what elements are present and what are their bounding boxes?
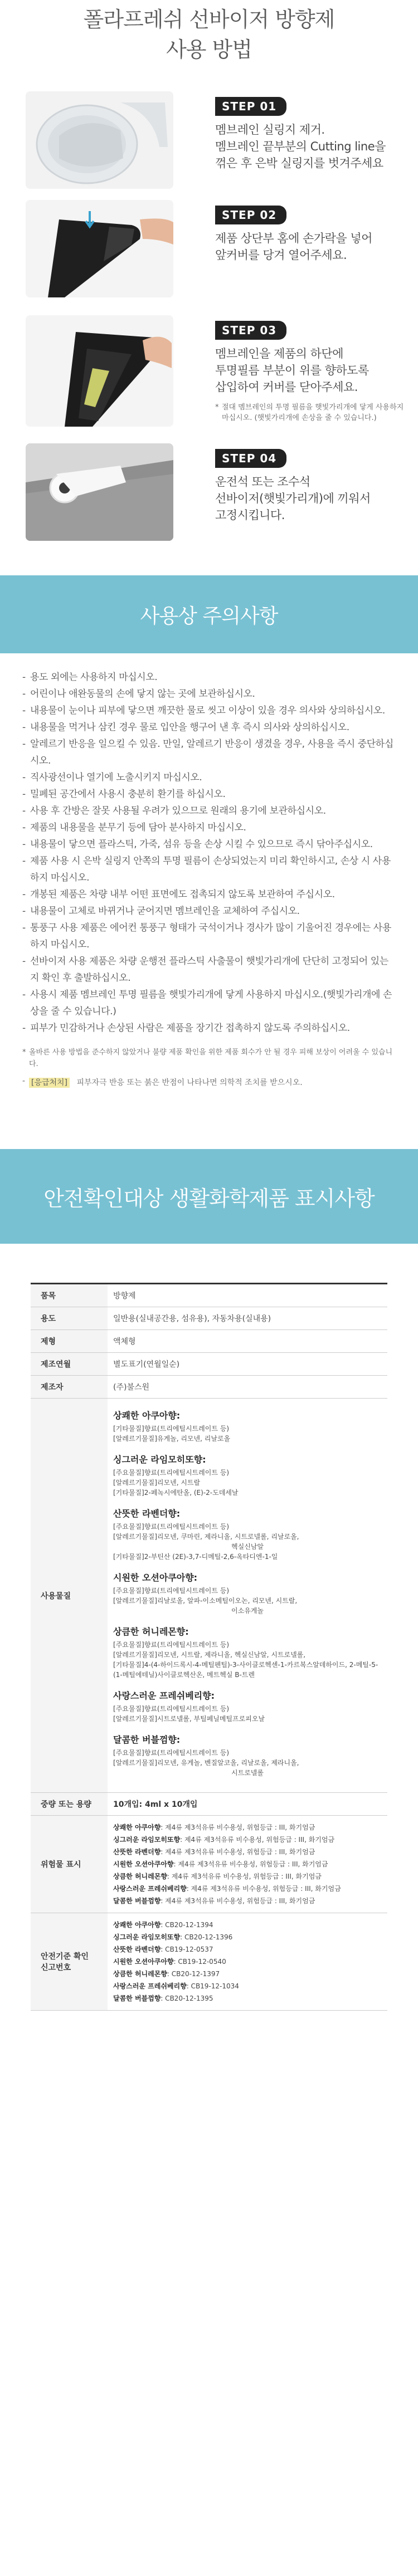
- step-01-text: 멤브레인 실링지 제거. 멤브레인 끝부분의 Cutting line을 꺾은 후 은박 실링지를 벗겨주세요: [215, 123, 386, 170]
- caution-item: - 직사광선이나 열기에 노출시키지 마십시오.: [22, 769, 396, 786]
- step-01-photo: [26, 91, 173, 189]
- ingredient-line: 시트로넬롤: [231, 1769, 264, 1777]
- step-01-badge: STEP 01: [215, 97, 286, 116]
- caution-fine-print: * 올바른 사용 방법을 준수하지 않았거나 불량 제품 확인을 위한 제품 회수가 안 될 경우 피해 보상이 어려울 수 있습니다.: [22, 1047, 396, 1070]
- ingredient-line: 헥실신남알: [231, 1543, 264, 1551]
- step-04-badge: STEP 04: [215, 449, 286, 468]
- caution-item: - 제품 사용 시 은박 실링지 안쪽의 투명 필름이 손상되었는지 미리 확인하시고, 손상 시 사용하지 마십시오.: [22, 853, 396, 886]
- caution-item: - 피부가 민감하거나 손상된 사람은 제품을 장기간 접촉하지 않도록 주의하십시오.: [22, 1020, 396, 1037]
- caution-item: - 어린이나 애완동물의 손에 닿지 않는 곳에 보관하십시오.: [22, 686, 396, 702]
- hazard-line: 싱그러운 라임모히또향: 제4류 제3석유류 비수용성, 위험등급 : III, 화기엄금: [113, 1836, 335, 1844]
- caution-item: - 사용시 제품 멤브레인 투명 필름을 햇빛가리개에 닿게 사용하지 마십시오.(햇빛가리개에 손상을 줄 수 있습니다.): [22, 986, 396, 1020]
- step-03-badge: STEP 03: [215, 321, 286, 340]
- hazard-line: 상쾌한 아쿠아향: 제4류 제3석유류 비수용성, 위험등급 : III, 화기엄금: [113, 1824, 315, 1831]
- ingredient-line: [알레르기물질]리모넨, 시트랄: [113, 1479, 201, 1487]
- info-table-wrap: [0, 1244, 418, 2011]
- caution-item: - 용도 외에는 사용하지 마십시오.: [22, 669, 396, 686]
- ingredient-group: [113, 1689, 382, 1724]
- step-03-photo: [26, 315, 173, 427]
- hazard-line: 시원한 오션아쿠아향: 제4류 제3석유류 비수용성, 위험등급 : III, 화기엄금: [113, 1860, 328, 1868]
- step-02-photo: [26, 200, 173, 297]
- row-key: 제형: [31, 1330, 108, 1353]
- report-cell: [108, 1913, 387, 2011]
- emergency-text: 피부자극 반응 또는 붉은 반점이 나타나면 의학적 조치를 받으시오.: [76, 1078, 303, 1087]
- ingredient-name: 싱그러운 라임모히또향:: [113, 1454, 206, 1465]
- ingredient-name: 상쾌한 아쿠아향:: [113, 1410, 181, 1421]
- report-line: 산뜻한 라벤더향: CB19-12-0537: [113, 1946, 213, 1953]
- ingredient-group: [113, 1571, 382, 1616]
- row-key: 위험물 표시: [31, 1816, 108, 1913]
- table-row: [31, 1376, 387, 1399]
- report-line: 상큼한 허니레몬향: CB20-12-1397: [113, 1970, 220, 1978]
- ingredient-line: [주요물질]향료(트리에틸시트레이트 등): [113, 1469, 230, 1477]
- row-key: 제조자: [31, 1376, 108, 1399]
- row-key: 중량 또는 용량: [31, 1793, 108, 1816]
- caution-item: - 제품의 내용물을 분무기 등에 담아 분사하지 마십시오.: [22, 819, 396, 836]
- caution-item: - 내용물을 먹거나 삼킨 경우 물로 입안을 행구어 낸 후 즉시 의사와 상의하십시오.: [22, 719, 396, 736]
- caution-item: - 밀폐된 공간에서 사용시 충분히 환기를 하십시오.: [22, 786, 396, 803]
- step-04: [26, 443, 405, 552]
- row-key: 용도: [31, 1307, 108, 1330]
- table-row: [31, 1816, 387, 1913]
- row-value: 방향제: [108, 1284, 387, 1307]
- emergency-tag: [응급처치]: [29, 1078, 70, 1088]
- ingredient-line: [기타물질]2-부틴산 (2E)-3,7-디메틸-2,6-옥타디엔-1-일: [113, 1553, 278, 1561]
- table-row: [31, 1399, 387, 1793]
- hazard-line: 사랑스러운 프레쉬베리향: 제4류 제3석유류 비수용성, 위험등급 : III, 화기엄금: [113, 1885, 341, 1893]
- caution-list-section: [0, 653, 418, 1088]
- hazard-line: 상큼한 허니레몬향: 제4류 제3석유류 비수용성, 위험등급 : III, 화기엄금: [113, 1873, 322, 1880]
- info-section-header: [0, 1149, 418, 1244]
- ingredient-name: 달콤한 버블껌향:: [113, 1734, 181, 1745]
- ingredient-group: [113, 1733, 382, 1778]
- ingredient-line: [주요물질]향료(트리에틸시트레이트 등): [113, 1523, 230, 1531]
- caution-section-header: [0, 575, 418, 653]
- ingredient-line: [기타물질]4-(4-하이드록시-4-메틸펜틸)-3-사이클로헥센-1-카르복스알데하이드, 2-메틸-5-(1-메틸에테닐)사이클로헥산온, 메트헥실 B-트렌: [113, 1661, 378, 1679]
- step-04-text: 운전석 또는 조수석 선바이저(햇빛가리개)에 끼워서 고정시킵니다.: [215, 475, 371, 522]
- ingredient-line: [알레르기물질]리날로올, 알파-이소메틸이오논, 리모넨, 시트랄,: [113, 1597, 298, 1605]
- row-key: 안전기준 확인 신고번호: [31, 1913, 108, 2011]
- caution-item: - 내용물이 고체로 바뀌거나 굳어지면 멤브레인을 교체하여 주십시오.: [22, 903, 396, 920]
- ingredient-line: [알레르기물질]리모넨, 쿠마린, 제라니올, 시트로넬롤, 리날로올,: [113, 1533, 299, 1541]
- row-value: 액체형: [108, 1330, 387, 1353]
- caution-section-title: 사용상 주의사항: [140, 604, 278, 628]
- step-03-note: * 절대 멤브레인의 투명 필름을 햇빛가리개에 닿게 사용하지 마십시오. (햇빛가리개에 손상을 줄 수 있습니다.): [215, 402, 410, 423]
- ingredient-name: 산뜻한 라벤더향:: [113, 1508, 181, 1519]
- step-03: [26, 315, 405, 443]
- ingredient-group: [113, 1409, 382, 1444]
- ingredient-name: 시원한 오션아쿠아향:: [113, 1572, 198, 1583]
- caution-item: - 내용물이 눈이나 피부에 닿으면 깨끗한 물로 씻고 이상이 있을 경우 의사와 상의하십시오.: [22, 702, 396, 719]
- report-line: 싱그러운 라임모히또향: CB20-12-1396: [113, 1933, 233, 1941]
- report-line: 달콤한 버블껌향: CB20-12-1395: [113, 1995, 213, 2002]
- emergency-contact: [22, 1077, 396, 1088]
- ingredient-line: 이소유게놀: [231, 1607, 264, 1615]
- ingredient-line: [알레르기물질]유게놀, 리모넨, 리날로올: [113, 1435, 231, 1443]
- ingredient-line: [알레르기물질]시트로넬롤, 부틸페닐메틸프로피오날: [113, 1715, 265, 1723]
- step-04-photo: [26, 443, 173, 541]
- step-02-badge: STEP 02: [215, 206, 286, 224]
- table-row: [31, 1913, 387, 2011]
- ingredient-line: [주요물질]향료(트리에틸시트레이트 등): [113, 1749, 230, 1757]
- ingredient-line: [알레르기물질]리모넨, 시트랄, 제라니올, 헥실신남알, 시트로넬롤,: [113, 1651, 306, 1659]
- report-line: 사랑스러운 프레쉬베리향: CB19-12-1034: [113, 1982, 239, 1990]
- row-key: 품목: [31, 1284, 108, 1307]
- report-line: 상쾌한 아쿠아향: CB20-12-1394: [113, 1921, 213, 1929]
- caution-list: [22, 669, 396, 1037]
- row-key: 제조연월: [31, 1353, 108, 1376]
- caution-item: - 사용 후 간방은 잘못 사용될 우려가 있으므로 원래의 용기에 보관하십시오.: [22, 803, 396, 819]
- table-row: [31, 1284, 387, 1307]
- caution-item: - 선바이저 사용 제품은 차량 운행전 플라스틱 사출물이 햇빛가리개에 단단히 고정되어 있는지 확인 후 출발하십시오.: [22, 953, 396, 986]
- product-info-table: [31, 1283, 387, 2011]
- report-line: 시원한 오션아쿠아향: CB19-12-0540: [113, 1958, 226, 1966]
- hazard-line: 산뜻한 라벤더향: 제4류 제3석유류 비수용성, 위험등급 : III, 화기엄금: [113, 1848, 315, 1856]
- caution-item: - 개봉된 제품은 차량 내부 어떤 표면에도 접촉되지 않도록 보관하여 주십시오.: [22, 886, 396, 903]
- info-section-title: 안전확인대상 생활화학제품 표시사항: [43, 1186, 375, 1211]
- step-03-text: 멤브레인을 제품의 하단에 투명필름 부분이 위를 향하도록 삽입하여 커버를 닫아주세요.: [215, 347, 369, 394]
- ingredient-line: [알레르기물질]리모넨, 유게놀, 벤질알코올, 리날로올, 제라니올,: [113, 1759, 299, 1767]
- caution-item: - 알레르기 반응을 일으킬 수 있음. 만일, 알레르기 반응이 생겼을 경우, 사용을 즉시 중단하십시오.: [22, 736, 396, 769]
- caution-item: - 내용물이 닿으면 플라스틱, 가죽, 섬유 등을 손상 시킬 수 있으므로 즉시 닦아주십시오.: [22, 836, 396, 853]
- header-title-line1: 폴라프레쉬 선바이저 방향제: [83, 7, 335, 32]
- ingredients-cell: [108, 1399, 387, 1793]
- hazard-cell: [108, 1816, 387, 1913]
- table-row: [31, 1353, 387, 1376]
- ingredient-group: [113, 1625, 382, 1680]
- table-row: [31, 1307, 387, 1330]
- ingredient-line: [기타물질]2-페녹시에탄올, (E)-2-도데세날: [113, 1489, 239, 1497]
- row-value: 10개입: 4ml x 10개입: [108, 1793, 387, 1816]
- step-02: [26, 200, 405, 309]
- step-02-text: 제품 상단부 홈에 손가락을 넣어 앞커버를 당겨 열어주세요.: [215, 232, 372, 262]
- ingredient-name: 사랑스러운 프레쉬베리향:: [113, 1690, 215, 1701]
- row-value: 별도표기(연월일순): [108, 1353, 387, 1376]
- hazard-line: 달콤한 버블껌향: 제4류 제3석유류 비수용성, 위험등급 : III, 화기엄금: [113, 1897, 315, 1905]
- ingredient-line: [기타물질]향료(트리에틸시트레이트 등): [113, 1425, 230, 1433]
- ingredient-group: [113, 1453, 382, 1498]
- row-key: 사용물질: [31, 1399, 108, 1793]
- table-row: [31, 1793, 387, 1816]
- header-title-line2: 사용 방법: [166, 37, 252, 62]
- step-01: [26, 91, 405, 200]
- ingredient-name: 상큼한 허니레몬향:: [113, 1626, 189, 1637]
- ingredient-line: [주요물질]향료(트리에틸시트레이트 등): [113, 1705, 230, 1713]
- ingredient-line: [주요물질]향료(트리에틸시트레이트 등): [113, 1587, 230, 1595]
- row-value: 일반용(실내공간용, 섬유용), 자동차용(실내용): [108, 1307, 387, 1330]
- page-header: [0, 0, 418, 84]
- row-value: (주)불스원: [108, 1376, 387, 1399]
- ingredient-group: [113, 1507, 382, 1562]
- ingredient-line: [주요물질]향료(트리에틸시트레이트 등): [113, 1641, 230, 1649]
- table-row: [31, 1330, 387, 1353]
- caution-item: - 통풍구 사용 제품은 에어컨 통풍구 형태가 국석이거나 경사가 많이 기울어진 경우에는 사용하지 마십시오.: [22, 920, 396, 953]
